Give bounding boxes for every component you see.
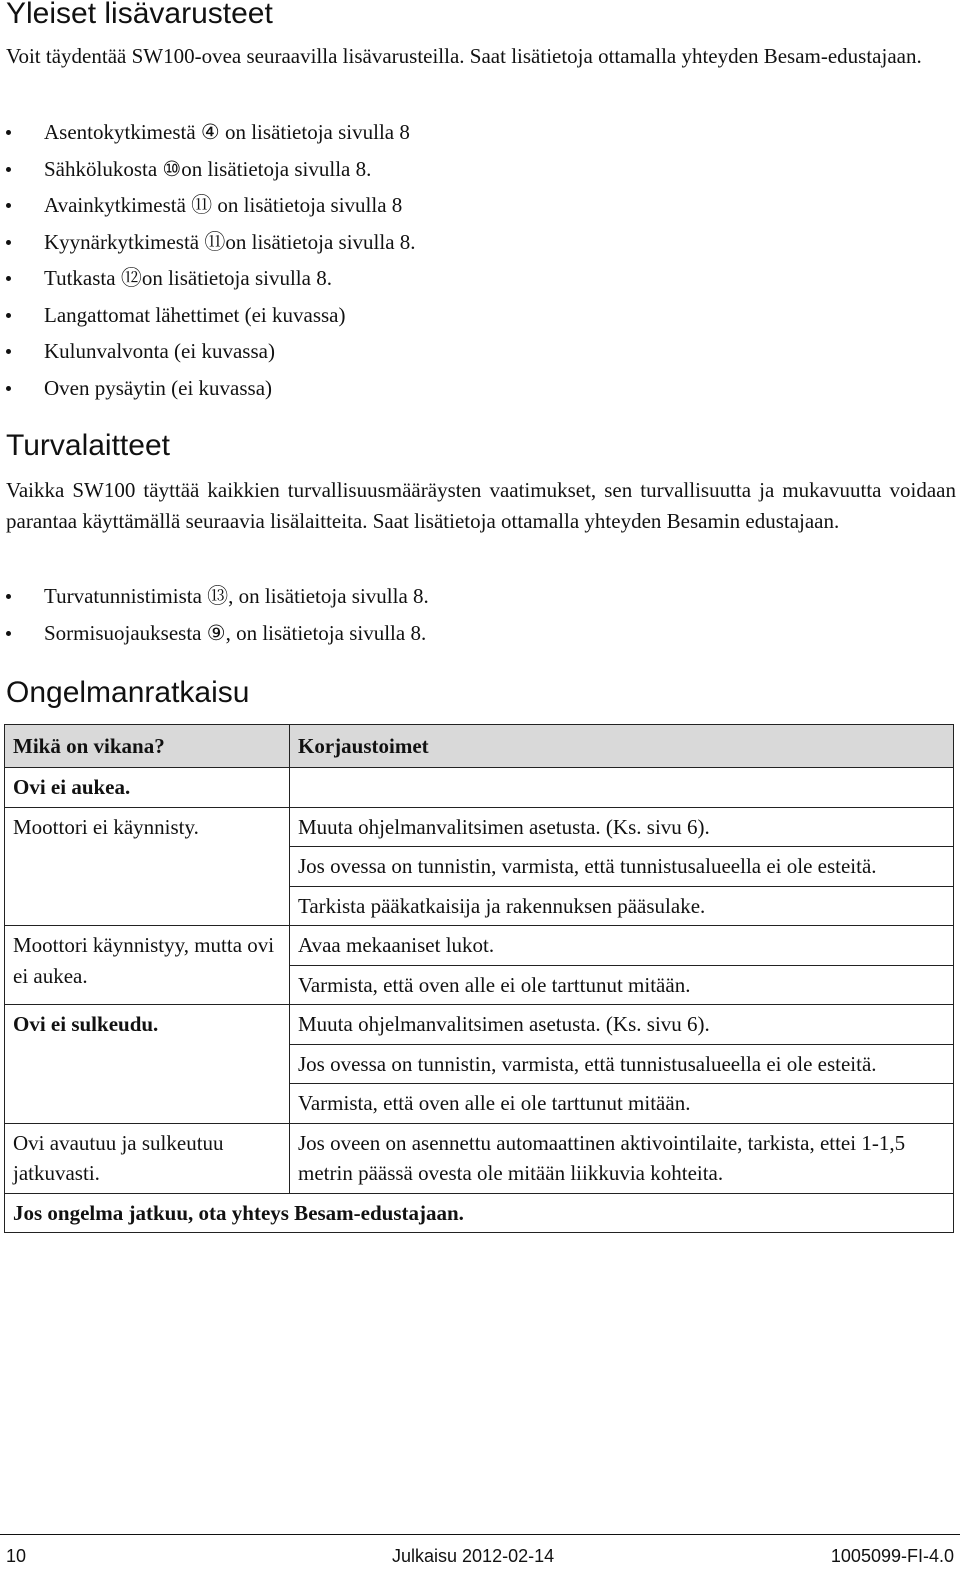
column-header-fix: Korjaustoimet (290, 725, 954, 768)
table-row (5, 1123, 954, 1193)
table-row (5, 926, 954, 966)
safety-list (0, 578, 429, 651)
list-item: Tutkasta ⑫on lisätietoja sivulla 8. (0, 260, 416, 297)
problem-cell: Ovi avautuu ja sulkeutuu jatkuvasti. (5, 1123, 290, 1193)
troubleshooting-table (4, 724, 954, 1233)
table-header-row (5, 725, 954, 768)
fix-cell: Muuta ohjelmanvalitsimen asetusta. (Ks. sivu 6). (290, 807, 954, 847)
fix-cell: Avaa mekaaniset lukot. (290, 926, 954, 966)
list-item: Sähkölukosta ⑩on lisätietoja sivulla 8. (0, 151, 416, 188)
fix-cell: Tarkista pääkatkaisija ja rakennuksen pääsulake. (290, 886, 954, 926)
list-item: Avainkytkimestä ⑪ on lisätietoja sivulla 8 (0, 187, 416, 224)
fix-cell: Varmista, että oven alle ei ole tarttunut mitään. (290, 965, 954, 1005)
accessories-heading: Yleiset lisävarusteet (6, 0, 273, 30)
list-item: Kyynärkytkimestä ⑪on lisätietoja sivulla 8. (0, 224, 416, 261)
list-item: Kulunvalvonta (ei kuvassa) (0, 333, 416, 370)
table-footer-note: Jos ongelma jatkuu, ota yhteys Besam-edustajaan. (5, 1193, 954, 1233)
table-row (5, 768, 954, 808)
table-row (5, 1005, 954, 1045)
fix-cell: Jos oveen on asennettu automaattinen aktivointilaite, tarkista, ettei 1-1,5 metrin päässä ovesta ole mitään liikkuvia kohteita. (290, 1123, 954, 1193)
publication-date: Julkaisu 2012-02-14 (392, 1546, 555, 1566)
list-item: Turvatunnistimista ⑬, on lisätietoja sivulla 8. (0, 578, 429, 615)
table-row (5, 1193, 954, 1233)
document-id: 1005099-FI-4.0 (830, 1546, 954, 1566)
problem-cell: Moottori ei käynnisty. (5, 807, 290, 926)
list-item: Asentokytkimestä ④ on lisätietoja sivulla 8 (0, 114, 416, 151)
table-cell-empty (290, 768, 954, 808)
group-title: Ovi ei sulkeudu. (5, 1005, 290, 1124)
accessories-list (0, 114, 416, 406)
safety-heading: Turvalaitteet (6, 429, 170, 462)
list-item: Oven pysäytin (ei kuvassa) (0, 370, 416, 407)
accessories-intro: Voit täydentää SW100-ovea seuraavilla lisävarusteilla. Saat lisätietoja ottamalla yhteyden Besam-edustajaan. (6, 44, 922, 68)
group-title: Ovi ei aukea. (5, 768, 290, 808)
table-row (5, 807, 954, 847)
safety-intro: Vaikka SW100 täyttää kaikkien turvallisuusmääräysten vaatimukset, sen turvallisuutta ja mukavuutta voidaan parantaa käyttämällä seuraavia lisälaitteita. Saat lisätietoja ottamalla yhteyden Besamin edustajaan. (6, 478, 956, 533)
fix-cell: Jos ovessa on tunnistin, varmista, että tunnistusalueella ei ole esteitä. (290, 1044, 954, 1084)
fix-cell: Muuta ohjelmanvalitsimen asetusta. (Ks. sivu 6). (290, 1005, 954, 1045)
troubleshooting-heading: Ongelmanratkaisu (6, 676, 250, 709)
problem-cell: Moottori käynnistyy, mutta ovi ei aukea. (5, 926, 290, 1005)
list-item: Langattomat lähettimet (ei kuvassa) (0, 297, 416, 334)
footer-divider (0, 1534, 960, 1535)
fix-cell: Varmista, että oven alle ei ole tarttunut mitään. (290, 1084, 954, 1124)
fix-cell: Jos ovessa on tunnistin, varmista, että tunnistusalueella ei ole esteitä. (290, 847, 954, 887)
list-item: Sormisuojauksesta ⑨, on lisätietoja sivulla 8. (0, 615, 429, 652)
column-header-problem: Mikä on vikana? (5, 725, 290, 768)
page-number: 10 (6, 1546, 27, 1566)
